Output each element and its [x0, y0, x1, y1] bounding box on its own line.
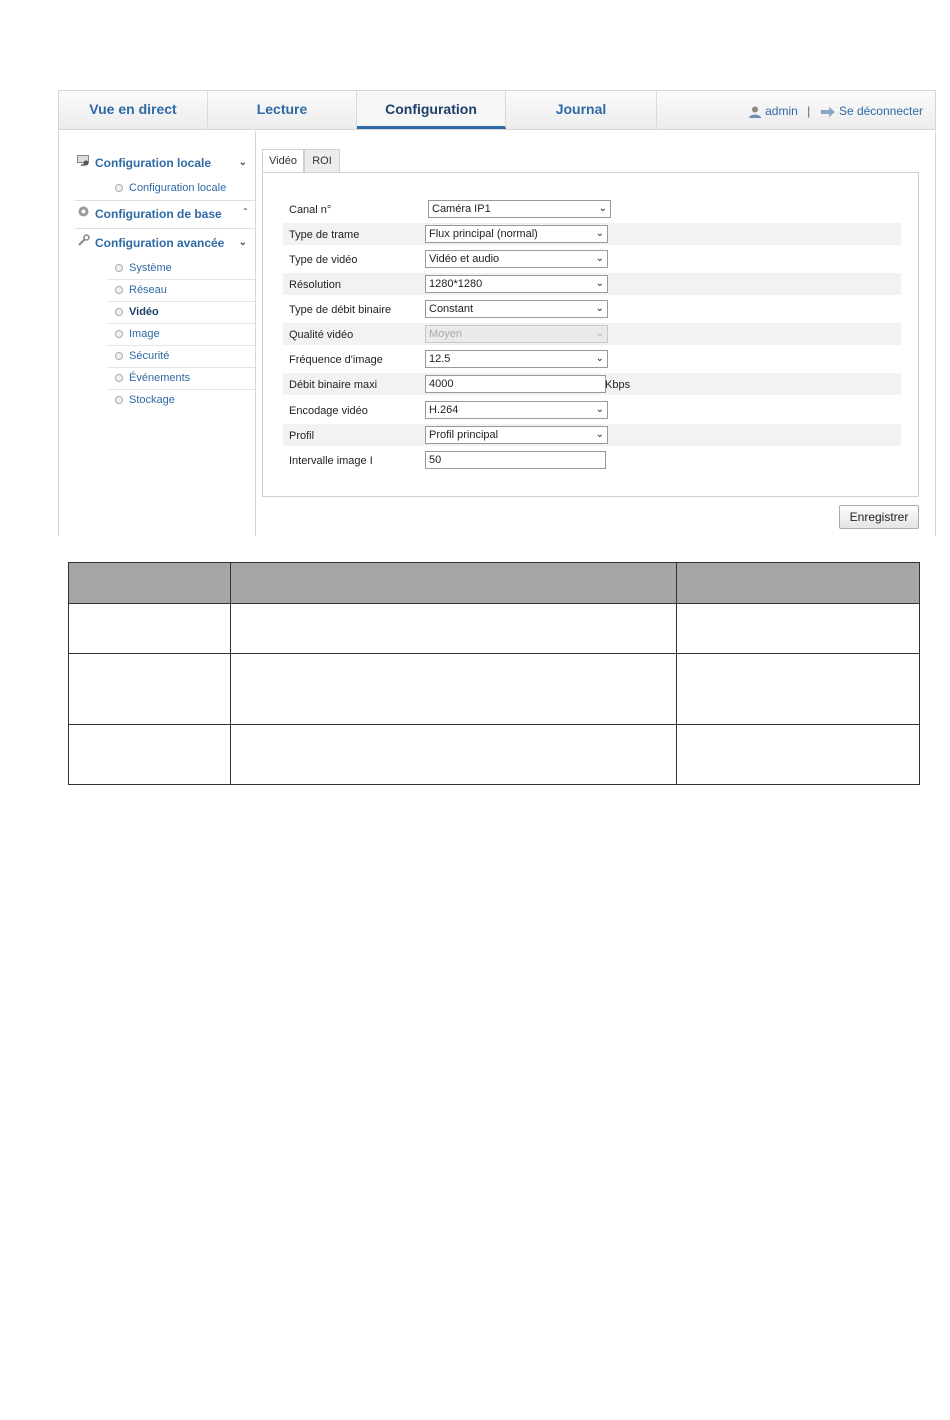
- wrench-icon: [75, 230, 91, 256]
- frame-rate-select[interactable]: [425, 350, 608, 368]
- video-encoding-select[interactable]: [425, 401, 608, 419]
- field-row-video-encoding: [283, 399, 901, 421]
- field-label: Fréquence d'image: [289, 354, 383, 366]
- field-label: Profil: [289, 430, 315, 442]
- table-header-cell: [231, 563, 677, 604]
- table-row: [69, 604, 920, 654]
- select-value: Caméra IP1: [432, 203, 491, 215]
- bullet-icon: [115, 264, 123, 272]
- sidebar-item-video[interactable]: [107, 301, 255, 324]
- sidebar-item-system[interactable]: [107, 257, 255, 280]
- sidebar-basic-config-label: Configuration de base: [95, 207, 222, 221]
- select-value: 12.5: [429, 353, 451, 365]
- select-value: Vidéo et audio: [429, 253, 500, 265]
- save-button[interactable]: Enregistrer: [839, 505, 919, 529]
- sidebar-item-label: Sécurité: [129, 350, 170, 362]
- bullet-icon: [115, 308, 123, 316]
- field-label: Canal n°: [289, 204, 332, 216]
- gear-icon: [75, 201, 91, 227]
- table-row: [69, 654, 920, 725]
- sidebar-item-label: Stockage: [129, 394, 175, 406]
- tab-live-view[interactable]: Vue en direct: [59, 91, 208, 129]
- select-value: Flux principal (normal): [429, 228, 538, 240]
- tab-playback[interactable]: Lecture: [208, 91, 357, 129]
- top-navigation-bar: [58, 90, 936, 130]
- bullet-icon: [115, 330, 123, 338]
- tab-configuration[interactable]: Configuration: [357, 91, 506, 129]
- select-value: Moyen: [429, 328, 463, 340]
- tab-video[interactable]: Vidéo: [262, 149, 304, 174]
- table-cell: [231, 654, 677, 725]
- config-frame: [58, 131, 936, 536]
- sidebar-item-local-config[interactable]: [107, 177, 255, 199]
- chevron-down-icon: ⌄: [595, 404, 604, 415]
- video-settings-panel: [262, 172, 919, 497]
- chevron-down-icon: ⌄: [595, 429, 604, 440]
- sidebar-item-label: Réseau: [129, 284, 167, 296]
- field-label: Résolution: [289, 279, 341, 291]
- chevron-down-icon: ⌄: [595, 253, 604, 264]
- table-header-cell: [69, 563, 231, 604]
- logout-link[interactable]: Se déconnecter: [838, 103, 923, 118]
- select-value: Constant: [429, 303, 474, 315]
- sidebar-item-label: Image: [129, 328, 160, 340]
- field-label: Qualité vidéo: [289, 329, 354, 341]
- field-row-resolution: [283, 273, 901, 295]
- field-row-bitrate-type: [283, 298, 901, 320]
- field-row-video-type: [283, 248, 901, 270]
- tab-journal[interactable]: Journal: [506, 91, 657, 129]
- sidebar-local-config-label: Configuration locale: [95, 156, 212, 170]
- table-header-row: [69, 563, 920, 604]
- table-cell: [677, 654, 920, 725]
- field-row-i-frame-interval: [283, 449, 901, 471]
- chevron-down-icon: ⌄: [595, 278, 604, 289]
- sidebar-item-label: Configuration locale: [129, 182, 227, 194]
- sidebar-divider: [75, 228, 255, 229]
- select-value: 1280*1280: [429, 278, 483, 290]
- unit-label: Kbps: [605, 379, 631, 391]
- field-row-max-bitrate: [283, 373, 901, 395]
- channel-select[interactable]: [428, 200, 611, 218]
- table-row: [69, 725, 920, 785]
- sidebar-item-label: Système: [129, 262, 172, 274]
- stream-type-select[interactable]: [425, 225, 608, 243]
- table-header-cell: [677, 563, 920, 604]
- field-label: Type de vidéo: [289, 254, 358, 266]
- sidebar-item-security[interactable]: [107, 345, 255, 368]
- bitrate-type-select[interactable]: [425, 300, 608, 318]
- sidebar-item-events[interactable]: [107, 367, 255, 390]
- user-icon: [748, 104, 765, 118]
- sidebar-basic-config[interactable]: [75, 201, 255, 227]
- sidebar: [59, 131, 256, 536]
- chevron-down-icon: ⌄: [238, 237, 247, 248]
- select-value: H.264: [429, 404, 459, 416]
- field-label: Débit binaire maxi: [289, 379, 378, 391]
- table-cell: [677, 604, 920, 654]
- chevron-down-icon: ⌄: [595, 228, 604, 239]
- field-label: Encodage vidéo: [289, 405, 368, 417]
- table-cell: [69, 654, 231, 725]
- chevron-up-icon: ˆ: [243, 208, 247, 219]
- table-cell: [677, 725, 920, 785]
- sidebar-advanced-config[interactable]: [75, 230, 255, 256]
- field-row-frame-rate: [283, 348, 901, 370]
- chevron-down-icon: ⌄: [238, 157, 247, 168]
- empty-table: [68, 562, 920, 785]
- monitor-gear-icon: [75, 150, 91, 176]
- i-frame-interval-input[interactable]: [425, 451, 606, 469]
- video-quality-select: [425, 325, 608, 343]
- table-cell: [231, 604, 677, 654]
- sidebar-item-image[interactable]: [107, 323, 255, 346]
- resolution-select[interactable]: [425, 275, 608, 293]
- field-label: Intervalle image I: [289, 455, 373, 467]
- field-row-video-quality: [283, 323, 901, 345]
- field-row-profile: [283, 424, 901, 446]
- table-cell: [231, 725, 677, 785]
- field-row-channel: [283, 198, 901, 220]
- table-cell: [69, 604, 231, 654]
- bullet-icon: [115, 396, 123, 404]
- chevron-down-icon: ⌄: [595, 353, 604, 364]
- chevron-down-icon: ⌄: [598, 203, 607, 214]
- bullet-icon: [115, 352, 123, 360]
- chevron-down-icon: ⌄: [595, 303, 604, 314]
- username: admin: [765, 103, 798, 118]
- field-row-stream-type: [283, 223, 901, 245]
- bullet-icon: [115, 374, 123, 382]
- field-label: Type de débit binaire: [289, 304, 392, 316]
- field-label: Type de trame: [289, 229, 360, 241]
- logout-icon: [820, 104, 839, 118]
- sidebar-item-label: Vidéo: [129, 306, 159, 318]
- sidebar-item-network[interactable]: [107, 279, 255, 302]
- sidebar-advanced-config-label: Configuration avancée: [95, 236, 225, 250]
- chevron-down-icon: ⌄: [595, 328, 604, 339]
- sidebar-item-label: Événements: [129, 372, 191, 384]
- select-value: Profil principal: [429, 429, 499, 441]
- sidebar-local-config[interactable]: [75, 150, 255, 176]
- max-bitrate-input[interactable]: [425, 375, 606, 393]
- user-area: [748, 91, 923, 129]
- tab-roi[interactable]: ROI: [304, 149, 340, 173]
- profile-select[interactable]: [425, 426, 608, 444]
- separator: |: [807, 103, 811, 118]
- video-type-select[interactable]: [425, 250, 608, 268]
- table-cell: [69, 725, 231, 785]
- sidebar-item-storage[interactable]: [107, 389, 255, 411]
- bullet-icon: [115, 184, 123, 192]
- bullet-icon: [115, 286, 123, 294]
